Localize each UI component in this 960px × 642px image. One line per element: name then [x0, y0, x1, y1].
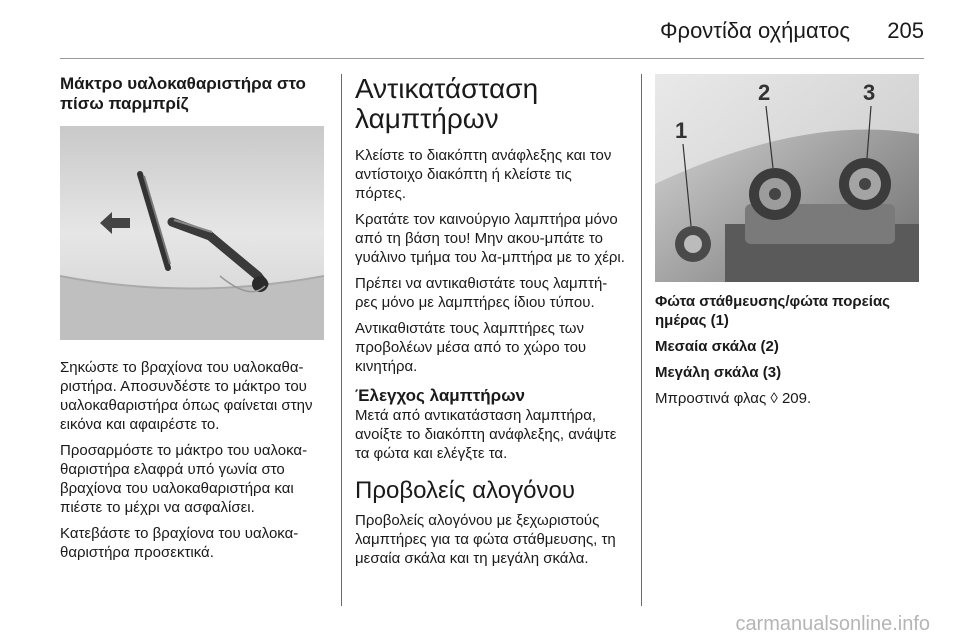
section-title: Φροντίδα οχήματος [660, 18, 850, 43]
bulb-paragraph: Κρατάτε τον καινούργιο λαμπτήρα μόνο από τη βάση του! Μην ακου-μπάτε το γυάλινο τμήμα του λα-μπτήρα με το χέρι. [355, 211, 625, 266]
headlamp-illustration [655, 74, 919, 282]
rear-wiper-illustration [60, 126, 324, 340]
caption-low-beam: Μεσαία σκάλα (2) [655, 338, 779, 355]
halogen-text: Προβολείς αλογόνου με ξεχωριστούς λαμπτήρες για τα φώτα στάθμευσης, τη μεσαία σκάλα και τη μεγάλη σκάλα. [355, 512, 616, 567]
column-divider [341, 74, 342, 606]
rear-wiper-paragraph: Κατεβάστε το βραχίονα του υαλοκα-θαριστήρα προσεκτικά. [60, 525, 299, 561]
reference-arrow-icon: ◊ [770, 390, 778, 407]
watermark: carmanualsonline.info [735, 613, 930, 635]
column-bulb-replacement [355, 74, 625, 575]
callout-2: 2 [758, 80, 771, 105]
column-headlamp-figure [655, 74, 923, 415]
caption-high-beam: Μεγάλη σκάλα (3) [655, 364, 782, 381]
column-rear-wiper [60, 74, 326, 569]
bulb-paragraph: Αντικαθιστάτε τους λαμπτήρες των προβολέων μέσα από το χώρο του κινητήρα. [355, 320, 587, 375]
bulb-paragraph: Πρέπει να αντικαθιστάτε τους λαμπτή-ρες μόνο με λαμπτήρες ίδιου τύπου. [355, 275, 608, 311]
caption-parking-lights: Φώτα στάθμευσης/φώτα πορείας ημέρας (1) [655, 293, 890, 329]
page-header [0, 0, 960, 58]
rear-wiper-paragraph: Σηκώστε το βραχίονα του υαλοκαθα-ριστήρα. Αποσυνδέστε το μάκτρο του υαλοκαθαριστήρα όπως φαίνεται στην εικόνα και αφαιρέστε το. [60, 359, 313, 433]
bulb-check-text: Μετά από αντικατάσταση λαμπτήρα, ανοίξτε το διακόπτη ανάφλεξης, ανάψτε τα φώτα και ελέγξτε τα. [355, 407, 617, 462]
bulb-check-heading: Έλεγχος λαμπτήρων [355, 386, 526, 405]
header-rule [60, 58, 924, 59]
bulb-replacement-heading: Αντικατάσταση λαμπτήρων [355, 73, 539, 134]
turn-signal-reference [655, 389, 923, 408]
bulb-paragraph: Κλείστε το διακόπτη ανάφλεξης και τον αντίστοιχο διακόπτη ή κλείστε τις πόρτες. [355, 147, 612, 202]
halogen-heading: Προβολείς αλογόνου [355, 477, 575, 504]
callout-3: 3 [863, 80, 876, 105]
reference-text: Μπροστινά φλας [655, 390, 767, 407]
rear-wiper-heading: Μάκτρο υαλοκαθαριστήρα στο πίσω παρμπρίζ [60, 74, 306, 113]
column-divider [641, 74, 642, 606]
reference-page[interactable]: 209. [781, 390, 812, 407]
rear-wiper-paragraph: Προσαρμόστε το μάκτρο του υαλοκα-θαριστήρα ελαφρά υπό γωνία στο βραχίονα του υαλοκαθαριστήρα και πιέστε το μέχρι να ασφαλίσει. [60, 442, 308, 516]
page-number: 205 [887, 18, 924, 43]
callout-1: 1 [675, 118, 688, 143]
